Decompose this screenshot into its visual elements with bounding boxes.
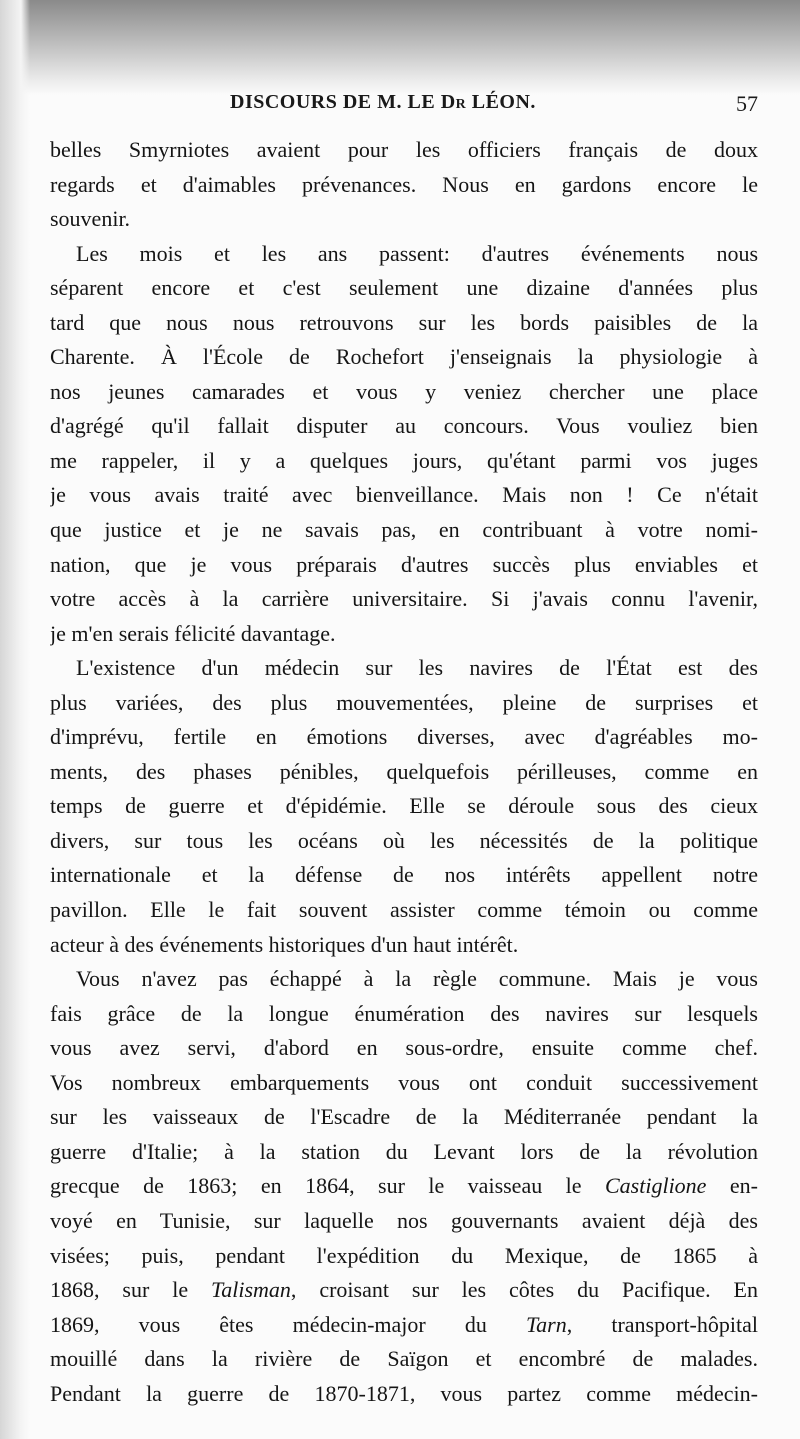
text-segment: me rappeler, il y a quelques jours, qu'étant parmi vos juges (50, 447, 758, 473)
text-line (50, 133, 758, 168)
text-line (50, 617, 758, 652)
text-line (50, 1342, 758, 1377)
text-line (50, 651, 758, 686)
text-segment: ments, des phases pénibles, quelquefois périlleuses, comme en (50, 758, 758, 784)
page-header (40, 91, 758, 121)
page-number: 57 (736, 91, 758, 116)
text-segment: Vous n'avez pas échappé à la règle commune. Mais je vous (76, 966, 758, 992)
text-segment: divers, sur tous les océans où les nécessités de la politique (50, 827, 758, 853)
text-segment: mouillé dans la rivière de Saïgon et encombré de malades. (50, 1346, 758, 1372)
text-segment: tard que nous nous retrouvons sur les bords paisibles de la (50, 309, 758, 335)
text-line (50, 928, 758, 963)
text-line (50, 340, 758, 375)
text-line (50, 893, 758, 928)
text-line (50, 1377, 758, 1412)
text-line (50, 306, 758, 341)
scan-shadow-top (0, 0, 800, 95)
text-line (50, 858, 758, 893)
text-line (50, 548, 758, 583)
text-line (50, 1273, 758, 1308)
text-segment: acteur à des événements historiques d'un haut intérêt. (50, 931, 519, 957)
text-segment: , transport-hôpital (566, 1311, 758, 1337)
text-line (50, 1135, 758, 1170)
text-segment: voyé en Tunisie, sur laquelle nos gouvernants avaient déjà des (50, 1207, 758, 1233)
text-line (50, 1239, 758, 1274)
text-line (50, 168, 758, 203)
text-line (50, 962, 758, 997)
text-line (50, 686, 758, 721)
text-segment: en- (706, 1173, 758, 1199)
text-line (50, 237, 758, 272)
text-segment: regards et d'aimables prévenances. Nous en gardons encore le (50, 171, 758, 197)
text-line (50, 271, 758, 306)
text-segment: internationale et la défense de nos intérêts appellent notre (50, 862, 758, 888)
text-segment: fais grâce de la longue énumération des navires sur lesquels (50, 1000, 758, 1026)
text-line (50, 1204, 758, 1239)
text-segment: je m'en serais félicité davantage. (50, 620, 336, 646)
text-segment: visées; puis, pendant l'expédition du Mexique, de 1865 à (50, 1242, 758, 1268)
text-line (50, 720, 758, 755)
text-line (50, 1308, 758, 1343)
text-segment: souvenir. (50, 206, 131, 232)
text-segment: Les mois et les ans passent: d'autres événements nous (76, 240, 758, 266)
text-line (50, 1066, 758, 1101)
text-segment: d'agrégé qu'il fallait disputer au concours. Vous vouliez bien (50, 413, 758, 439)
text-segment: pavillon. Elle le fait souvent assister comme témoin ou comme (50, 897, 758, 923)
italic-ship-name: Castiglione (605, 1173, 707, 1199)
text-segment: nos jeunes camarades et vous y veniez chercher une place (50, 378, 758, 404)
text-segment: séparent encore et c'est seulement une dizaine d'années plus (50, 275, 758, 301)
text-line (50, 409, 758, 444)
text-segment: Charente. À l'École de Rochefort j'enseignais la physiologie à (50, 344, 758, 370)
text-segment: je vous avais traité avec bienveillance. Mais non ! Ce n'était (50, 482, 758, 508)
text-segment: vous avez servi, d'abord en sous-ordre, ensuite comme chef. (50, 1035, 758, 1061)
running-title: DISCOURS DE M. LE Dr LÉON. (230, 91, 536, 113)
text-segment: , croisant sur les côtes du Pacifique. En (290, 1277, 758, 1303)
italic-ship-name: Talisman (211, 1277, 291, 1303)
text-segment: L'existence d'un médecin sur les navires de l'État est des (76, 655, 758, 681)
text-segment: nation, que je vous préparais d'autres succès plus enviables et (50, 551, 758, 577)
text-segment: d'imprévu, fertile en émotions diverses, avec d'agréables mo- (50, 724, 758, 750)
text-segment: votre accès à la carrière universitaire. Si j'avais connu l'avenir, (50, 586, 758, 612)
text-line (50, 444, 758, 479)
text-segment: grecque de 1863; en 1864, sur le vaisseau le (50, 1173, 605, 1199)
text-line (50, 478, 758, 513)
text-line (50, 824, 758, 859)
body-text (50, 133, 758, 1411)
text-line (50, 755, 758, 790)
text-line (50, 513, 758, 548)
text-segment: Pendant la guerre de 1870-1871, vous partez comme médecin- (50, 1380, 758, 1406)
text-segment: plus variées, des plus mouvementées, pleine de surprises et (50, 689, 758, 715)
italic-ship-name: Tarn (525, 1311, 567, 1337)
text-segment: 1868, sur le (50, 1277, 212, 1303)
text-segment: que justice et je ne savais pas, en contribuant à votre nomi- (50, 517, 758, 543)
text-segment: belles Smyrniotes avaient pour les officiers français de doux (50, 137, 758, 162)
text-segment: sur les vaisseaux de l'Escadre de la Méditerranée pendant la (50, 1104, 758, 1130)
text-line (50, 1169, 758, 1204)
text-line (50, 202, 758, 237)
text-segment: Vos nombreux embarquements vous ont conduit successivement (50, 1069, 758, 1095)
scan-shadow-left (0, 0, 30, 1439)
text-line (50, 997, 758, 1032)
text-segment: guerre d'Italie; à la station du Levant lors de la révolution (50, 1138, 758, 1164)
text-line (50, 375, 758, 410)
text-line (50, 789, 758, 824)
text-line (50, 1100, 758, 1135)
text-segment: 1869, vous êtes médecin-major du (50, 1311, 526, 1337)
text-segment: temps de guerre et d'épidémie. Elle se déroule sous des cieux (50, 793, 758, 819)
text-line (50, 582, 758, 617)
text-line (50, 1031, 758, 1066)
